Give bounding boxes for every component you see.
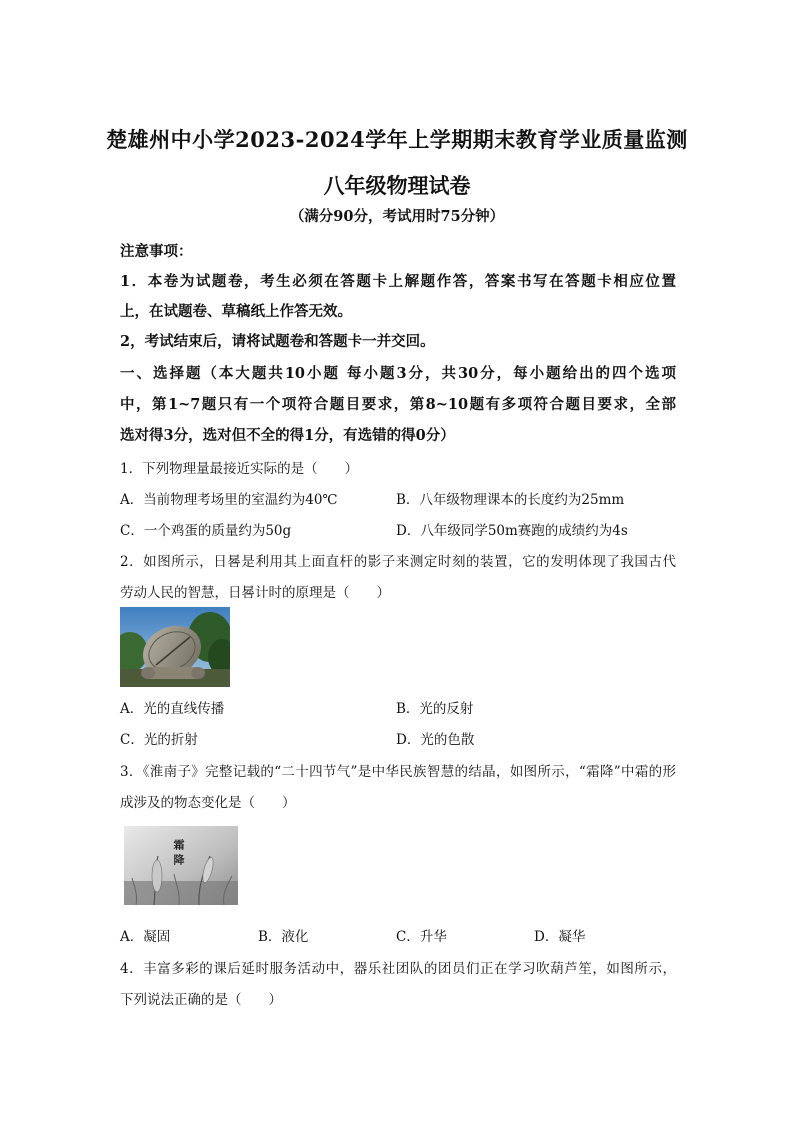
frost-image — [124, 826, 238, 905]
question-3-option-d: D．凝华 — [534, 929, 586, 945]
question-1-option-b: B．八年级物理课本的长度约为25mm — [396, 492, 625, 508]
sundial-image — [120, 607, 230, 687]
question-3-option-c: C．升华 — [396, 929, 447, 945]
notes-item-1-line-1: 1．本卷为试题卷，考生必须在答题卡上解题作答，答案书写在答题卡相应位置 — [120, 273, 676, 290]
question-2-option-d: D．光的色散 — [396, 732, 475, 748]
question-2-stem-line-2: 劳动人民的智慧，日晷计时的原理是（ ） — [120, 585, 390, 601]
frost-image-caption-1: 霜 — [172, 839, 185, 850]
section-1-line-2: 中，第1~7题只有一个项符合题目要求，第8~10题有多项符合题目要求，全部 — [120, 396, 676, 413]
question-2-option-a: A．光的直线传播 — [120, 701, 225, 717]
question-1-option-a: A．当前物理考场里的室温约为40℃ — [120, 492, 338, 508]
question-4-stem-line-2: 下列说法正确的是（ ） — [120, 992, 282, 1008]
section-1-line-3: 选对得3分，选对但不全的得1分，有选错的得0分） — [120, 427, 455, 444]
question-3-stem-line-2: 成涉及的物态变化是（ ） — [120, 795, 296, 811]
notes-heading: 注意事项： — [120, 243, 193, 260]
question-2-option-c: C．光的折射 — [120, 732, 198, 748]
question-2-stem-line-1: 2．如图所示，日晷是利用其上面直杆的影子来测定时刻的装置，它的发明体现了我国古代 — [120, 554, 676, 570]
question-1-option-d: D．八年级同学50m赛跑的成绩约为4s — [396, 523, 628, 539]
section-1-line-1: 一、选择题（本大题共10小题 每小题3分，共30分，每小题给出的四个选项 — [120, 365, 676, 382]
frost-image-caption-2: 降 — [172, 853, 185, 865]
question-1-stem: 1．下列物理量最接近实际的是（ ） — [120, 461, 359, 477]
question-4-stem-line-1: 4．丰富多彩的课后延时服务活动中，器乐社团队的团员们正在学习吹葫芦笙，如图所示， — [120, 961, 676, 977]
page-title: 楚雄州中小学2023-2024学年上学期期末教育学业质量监测 — [106, 127, 688, 152]
question-2-option-b: B．光的反射 — [396, 701, 474, 717]
question-3-stem-line-1: 3．《淮南子》完整记载的“二十四节气”是中华民族智慧的结晶，如图所示，“霜降”中霜的形 — [120, 764, 676, 780]
question-3-option-b: B．液化 — [258, 929, 309, 945]
question-1-option-c: C．一个鸡蛋的质量约为50g — [120, 523, 292, 539]
notes-item-1-line-2: 上，在试题卷、草稿纸上作答无效。 — [120, 303, 352, 320]
exam-info: （满分90分，考试用时75分钟） — [289, 208, 505, 225]
question-3-option-a: A．凝固 — [120, 929, 171, 945]
page-subtitle: 八年级物理试卷 — [323, 173, 471, 198]
notes-item-2: 2，考试结束后，请将试题卷和答题卡一并交回。 — [120, 333, 435, 350]
